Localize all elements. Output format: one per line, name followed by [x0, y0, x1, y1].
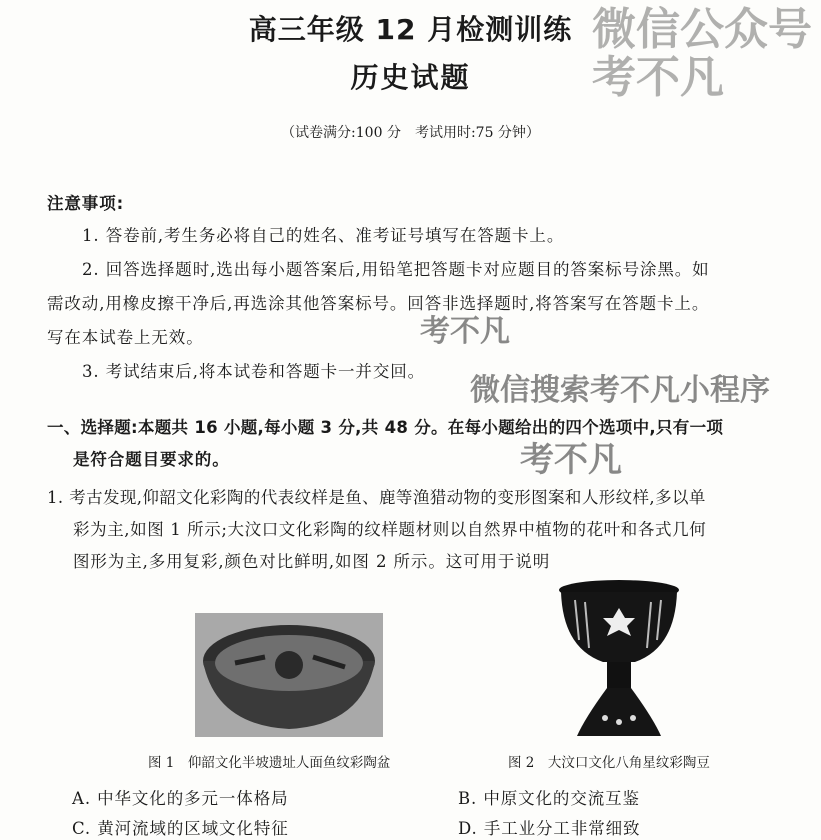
- option-a: A. 中华文化的多元一体格局: [72, 789, 289, 808]
- option-c: C. 黄河流域的区域文化特征: [72, 819, 289, 838]
- note-item: 1. 答卷前,考生务必将自己的姓名、准考证号填写在答题卡上。: [82, 226, 565, 245]
- notes-heading: 注意事项:: [47, 194, 125, 213]
- watermark: 考不凡: [420, 314, 510, 349]
- note-item: 3. 考试结束后,将本试卷和答题卡一并交回。: [82, 362, 426, 381]
- note-item: 2. 回答选择题时,选出每小题答案后,用铅笔把答题卡对应题目的答案标号涂黑。如: [82, 260, 710, 279]
- question-text: 1. 考古发现,仰韶文化彩陶的代表纹样是鱼、鹿等渔猎动物的变形图案和人形纹样,多以单: [47, 488, 706, 507]
- option-b: B. 中原文化的交流互鉴: [458, 789, 640, 808]
- option-d: D. 手工业分工非常细致: [458, 819, 641, 838]
- figure-2-pottery-cup: [555, 578, 683, 743]
- exam-title: 高三年级 12 月检测训练: [248, 13, 573, 46]
- note-item: 需改动,用橡皮擦干净后,再选涂其他答案标号。回答非选择题时,将答案写在答题卡上。: [47, 294, 710, 313]
- figure-2-caption: 图 2 大汶口文化八角星纹彩陶豆: [508, 755, 710, 771]
- note-item: 写在本试卷上无效。: [47, 328, 204, 347]
- section-heading-cont: 是符合题目要求的。: [73, 450, 230, 469]
- watermark: 考不凡: [520, 440, 622, 480]
- watermark: 微信公众号 考不凡: [592, 4, 812, 104]
- question-text: 彩为主,如图 1 所示;大汶口文化彩陶的纹样题材则以自然界中植物的花叶和各式几何: [73, 520, 707, 539]
- question-text: 图形为主,多用复彩,颜色对比鲜明,如图 2 所示。这可用于说明: [73, 552, 551, 571]
- figure-1-pottery-bowl: [195, 613, 383, 737]
- section-heading: 一、选择题:本题共 16 小题,每小题 3 分,共 48 分。在每小题给出的四个选项中,只有一项: [47, 418, 724, 437]
- watermark: 微信搜索考不凡小程序: [470, 373, 770, 408]
- figure-1-caption: 图 1 仰韶文化半坡遗址人面鱼纹彩陶盆: [148, 755, 391, 771]
- exam-info: （试卷满分:100 分 考试用时:75 分钟）: [281, 125, 540, 141]
- exam-subject: 历史试题: [350, 61, 471, 94]
